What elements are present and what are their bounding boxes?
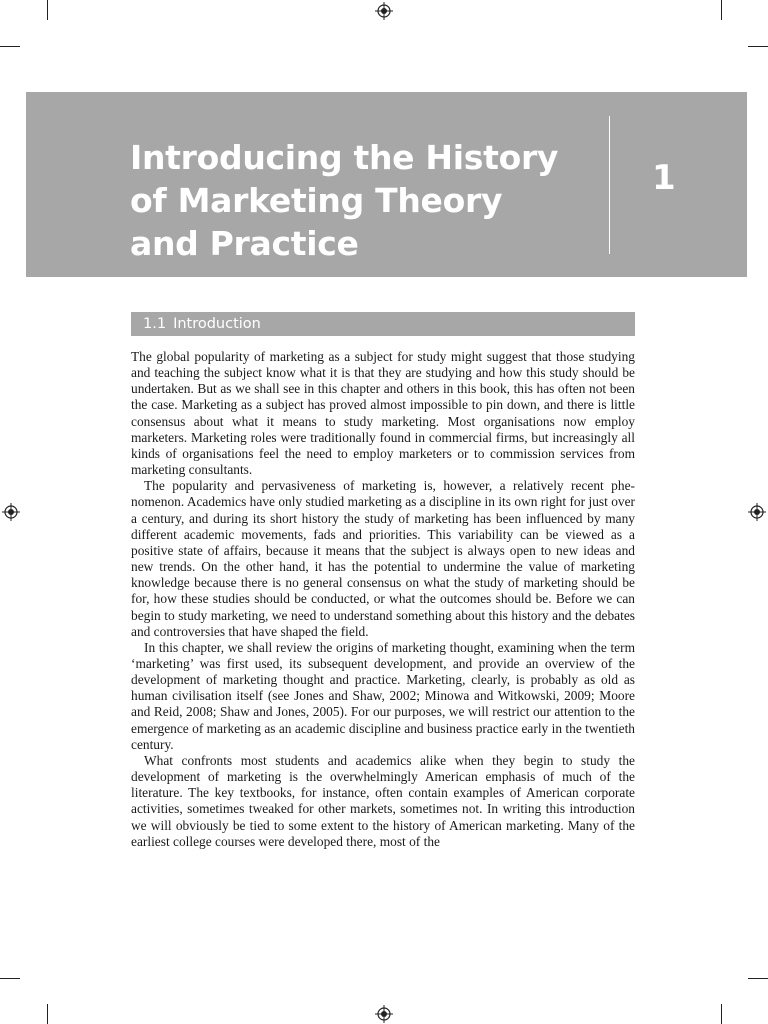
crop-mark-top-right-h [748,46,768,47]
chapter-number: 1 [652,158,676,198]
paragraph: What confronts most students and academics alike when they begin to study the development of marketing is the overwhelmingly American emphasis of much of the literature. The key textbooks, for instance, often contain examples of American corporate activities, sometimes tweaked for other markets, sometimes not. In writing this introduction we will obviously be tied to some extent to the history of American marketing. Many of the earliest college courses were developed there, most of the [131,752,635,849]
paragraph: In this chapter, we shall review the origins of marketing thought, examining when the term ‘marketing’ was first used, its subsequent development, and provide an overview of the development of marketing thought and practice. Marketing, clearly, is probably as old as human civilisation itself (see Jones and Shaw, 2002; Minowa and Witkowski, 2009; Moore and Reid, 2008; Shaw and Jones, 2005). For our purposes, we will restrict our attention to the emergence of marketing as an academic discipline and business practice early in the twentieth century. [131,639,635,752]
crop-mark-top-left [47,0,48,20]
chapter-title-line: Introducing the History [130,138,559,177]
section-heading [131,312,635,336]
section-title: Introduction [173,316,261,332]
registration-mark-icon [375,2,393,20]
chapter-header [26,92,747,277]
crop-mark-bottom-left-h [0,978,20,979]
crop-mark-top-left-h [0,46,20,47]
chapter-divider [609,116,610,254]
body-text [131,349,635,850]
crop-mark-bottom-right-h [748,978,768,979]
chapter-title-line: and Practice [130,224,359,263]
chapter-title-line: of Marketing Theory [130,181,503,220]
registration-mark-icon [748,503,766,521]
paragraph: The global popularity of marketing as a subject for study might suggest that those studying and teaching the subject know what it is that they are studying and how this study should be undertaken. But as we shall see in this chapter and others in this book, this has often not been the case. Marketing as a subject has proved almost impossible to pin down, and there is little consensus about what it means to study marketing. Most organisations now employ marketers. Marketing roles were traditionally found in commercial firms, but increasingly all kinds of organisations feel the need to employ marketers or to commission services from marketing consultants. [131,349,635,478]
registration-mark-icon [375,1005,393,1023]
section-number: 1.1 [143,316,167,332]
registration-mark-icon [2,503,20,521]
crop-mark-bottom-right [721,1004,722,1024]
chapter-title [130,136,570,265]
crop-mark-top-right [721,0,722,20]
paragraph: The popularity and pervasiveness of marketing is, however, a relatively recent phenomenon. Academics have only studied marketing as a discipline in its own right for just over a century, and during its short history the study of marketing has been influenced by many different academic movements, fads and priorities. This variability can be viewed as a positive state of affairs, because it means that the subject is always open to new ideas and new trends. On the other hand, it has the potential to undermine the value of marketing knowledge because there is no general consensus on what the study of marketing should be for, how these studies should be conducted, or what the outcomes should be. Before we can begin to study marketing, we need to understand something about this history and the debates and controversies that have shaped the field. [131,478,635,639]
crop-mark-bottom-left [47,1004,48,1024]
